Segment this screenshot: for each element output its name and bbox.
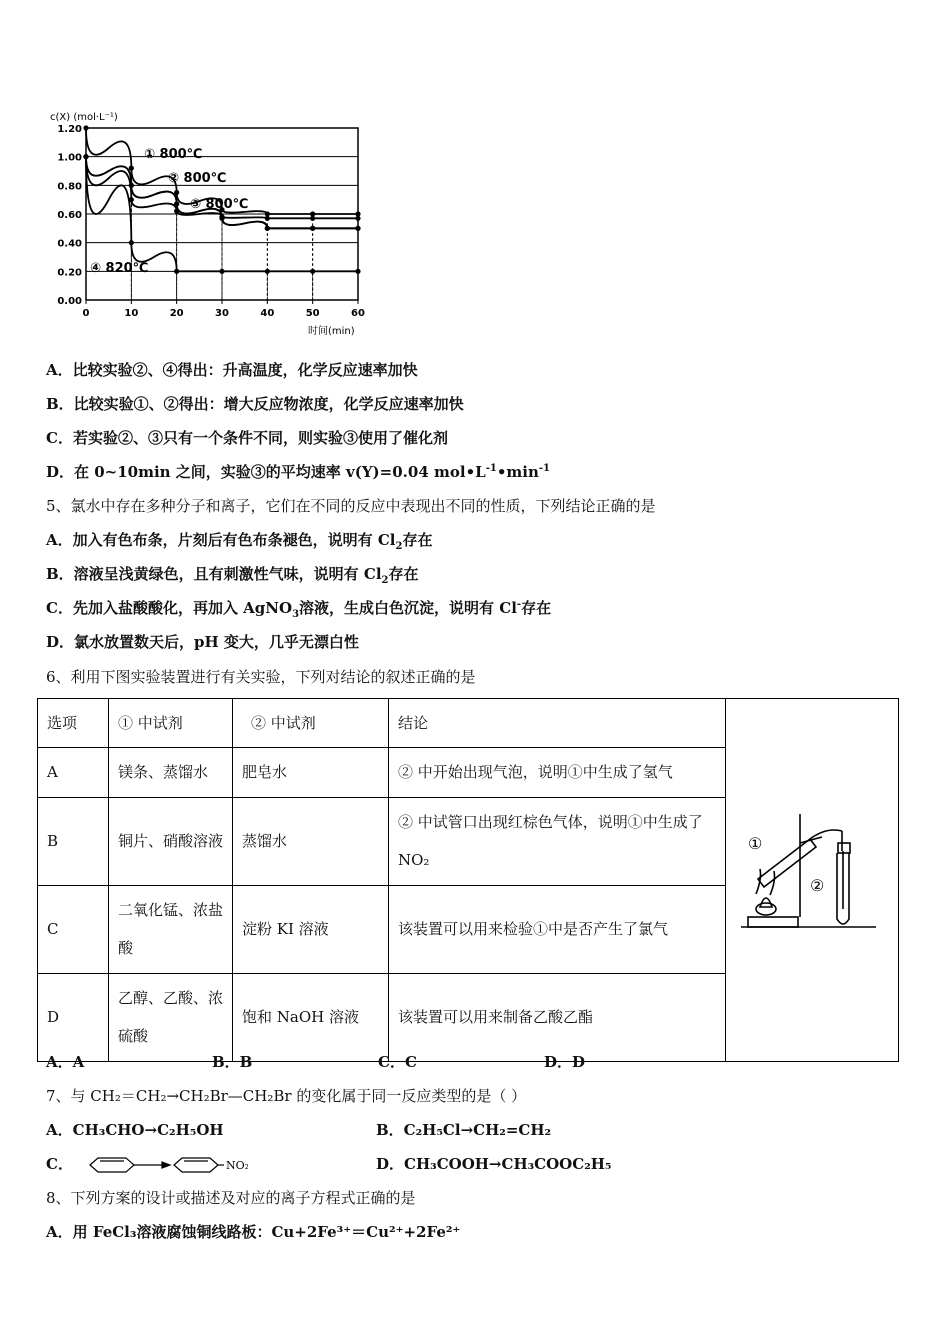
q5-option-b [46,564,419,584]
q5-c-text: C．先加入盐酸酸化，再加入 AgNO [46,599,293,617]
y-tick-label-0: 0.00 [57,296,82,307]
y-tick-label-4: 0.80 [57,181,82,193]
q6-row-b-option: B [38,797,109,885]
y-tick-label-2: 0.40 [57,238,82,250]
q7-stem: 7、与 CH₂＝CH₂→CH₂Br—CH₂Br 的变化属于同一反应类型的是（ ） [46,1087,527,1105]
q5-stem: 5、氯水中存在多种分子和离子，它们在不同的反应中表现出不同的性质，下列结论正确的是 [46,497,656,515]
q6-option-c: C．C [378,1053,417,1071]
q4-option-b: B．比较实验①、②得出：增大反应物浓度，化学反应速率加快 [46,395,464,413]
series-label-4: ④ 820℃ [90,261,149,276]
q5-option-c [46,598,551,618]
q6-row-d-reagent1: 乙醇、乙酸、浓硫酸 [109,973,233,1061]
x-tick-label-5: 50 [305,308,320,319]
q4-d-exp1: -1 [485,463,497,474]
x-tick-label-1: 10 [124,308,139,319]
q7-option-c [46,1154,248,1176]
q7-c-label: C． [46,1155,73,1173]
y-tick-label-5: 1.00 [57,152,82,164]
q6-apparatus-cell [726,699,899,1062]
q7-option-d: D．CH₃COOH→CH₃COOC₂H₅ [376,1155,612,1173]
q5-option-a [46,530,432,550]
q6-row-d-reagent2: 饱和 NaOH 溶液 [233,973,389,1061]
q6-row-a-option: A [38,747,109,797]
series-label-2: ② 800℃ [168,171,227,186]
concentration-time-chart [40,100,370,340]
series-label-3: ③ 800℃ [190,197,249,212]
q7-option-b: B．C₂H₅Cl→CH₂=CH₂ [376,1121,552,1139]
apparatus-label-2: ② [810,876,825,895]
q6-row-a-reagent1: 镁条、蒸馏水 [109,747,233,797]
q5-b-post: 存在 [388,565,419,583]
q5-a-sub: 2 [395,541,403,552]
q8-option-a: A．用 FeCl₃溶液腐蚀铜线路板：Cu+2Fe³⁺＝Cu²⁺+2Fe²⁺ [46,1223,461,1241]
q6-header-option: 选项 [38,699,109,748]
chart-xlabel: 时间(min) [308,326,355,337]
q5-a-post: 存在 [402,531,433,549]
y-tick-label-1: 0.20 [57,267,82,279]
y-tick-label-3: 0.60 [57,210,82,221]
q4-option-a: A．比较实验②、④得出：升高温度，化学反应速率加快 [46,361,418,379]
q6-row-d-option: D [38,973,109,1061]
q5-b-sub: 2 [381,575,389,586]
q6-row-b-conclusion: ② 中试管口出现红棕色气体，说明①中生成了 NO₂ [389,797,726,885]
q6-header-reagent1: ① 中试剂 [109,699,233,748]
q4-d-text: D．在 0~10min 之间，实验③的平均速率 v(Y)=0.04 mol [46,463,466,481]
q5-b-text: B．溶液呈浅黄绿色，且有刺激性气味，说明有 Cl [46,565,382,583]
y-tick-label-6: 1.20 [57,124,82,135]
q6-option-a: A．A [46,1053,85,1071]
q4-d-exp2: -1 [538,463,550,474]
q5-option-d: D．氯水放置数天后，pH 变大，几乎无漂白性 [46,633,359,651]
x-tick-label-3: 30 [215,308,229,319]
chart-ylabel: c(X) (mol·L⁻¹) [50,112,118,123]
q4-d-unit2: •min [496,463,539,481]
q8-stem: 8、下列方案的设计或描述及对应的离子方程式正确的是 [46,1189,416,1207]
q6-header-reagent2: ② 中试剂 [233,699,389,748]
apparatus-label-1: ① [748,834,763,853]
nitro-group: NO₂ [226,1159,249,1172]
q4-option-d [46,462,550,482]
q6-header-conclusion: 结论 [389,699,726,748]
q6-row-b-reagent1: 铜片、硝酸溶液 [109,797,233,885]
q5-c-sub: 3 [292,609,300,620]
q6-row-c-option: C [38,885,109,973]
series-point-3-0 [83,154,88,159]
x-tick-label-2: 20 [169,308,184,319]
q5-c-mid: 溶液，生成白色沉淀，说明有 Cl [299,599,517,617]
q6-option-d: D．D [544,1053,586,1071]
series-label-1: ① 800℃ [144,147,203,162]
q6-row-a-conclusion: ② 中开始出现气泡，说明①中生成了氢气 [389,747,726,797]
q6-row-b-reagent2: 蒸馏水 [233,797,389,885]
q6-options [46,1052,585,1072]
apparatus-diagram [726,699,898,1047]
q6-table [37,698,899,1062]
x-tick-label-6: 60 [351,308,365,319]
q4-option-c: C．若实验②、③只有一个条件不同，则实验③使用了催化剂 [46,429,448,447]
q5-c-sup: - [516,599,522,610]
q6-stem: 6、利用下图实验装置进行有关实验，下列对结论的叙述正确的是 [46,668,476,686]
q6-option-b: B．B [212,1053,253,1071]
q7-option-a: A．CH₃CHO→C₂H₅OH [46,1121,224,1139]
q5-a-text: A．加入有色布条，片刻后有色布条褪色，说明有 Cl [46,531,396,549]
benzene-nitration-diagram [78,1154,248,1176]
x-tick-label-4: 40 [260,308,275,319]
q6-row-c-reagent2: 淀粉 KI 溶液 [233,885,389,973]
q4-d-unit: •L [465,463,486,481]
q6-row-c-reagent1: 二氧化锰、浓盐酸 [109,885,233,973]
q6-row-a-reagent2: 肥皂水 [233,747,389,797]
q6-row-d-conclusion: 该装置可以用来制备乙酸乙酯 [389,973,726,1061]
q5-c-post: 存在 [521,599,552,617]
series-point-4-0 [83,125,88,130]
q6-row-c-conclusion: 该装置可以用来检验①中是否产生了氯气 [389,885,726,973]
legend-labels [90,147,248,276]
x-tick-label-0: 0 [82,308,90,319]
